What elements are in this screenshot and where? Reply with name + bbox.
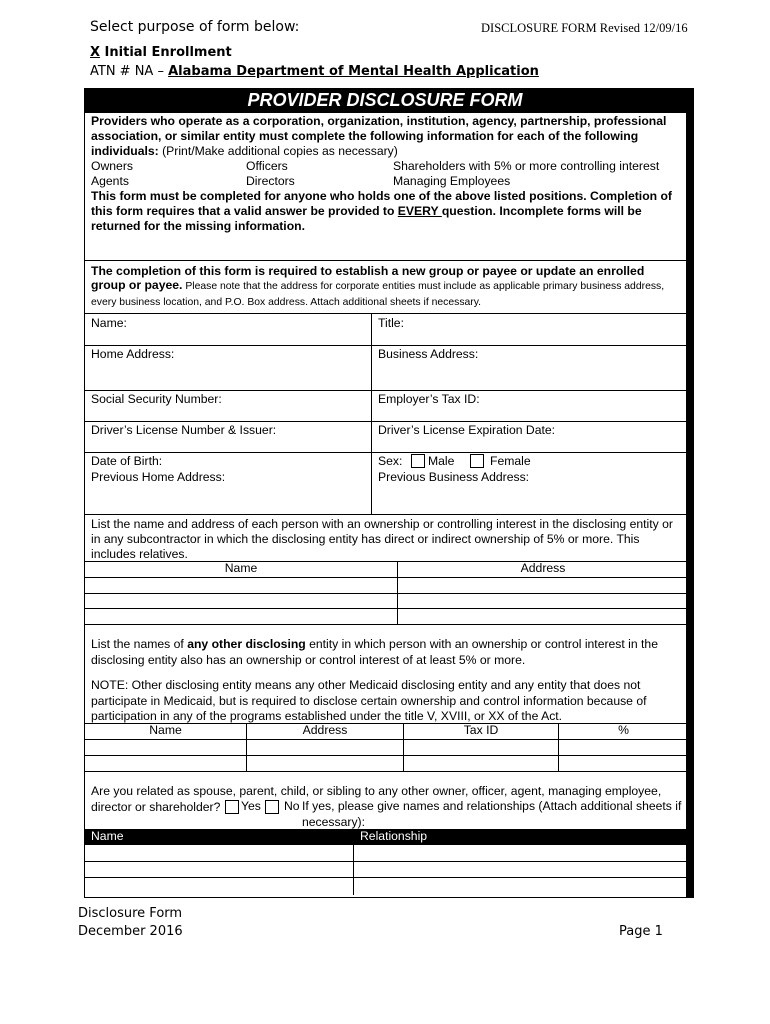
footer-form-name: Disclosure Form xyxy=(78,906,183,921)
every-emphasis: EVERY xyxy=(397,204,442,218)
ownership-instructions: List the name and address of each person with an ownership or controlling interest in the disclosing entity or in any subcontractor in which the disclosing entity has direct or indirect ownership of 5% or more. This includes relatives. xyxy=(91,517,673,561)
other-entity-instructions xyxy=(91,637,683,668)
initial-enrollment-label: Initial Enrollment xyxy=(100,45,232,60)
entity-address-header: Address xyxy=(302,723,348,737)
column-divider xyxy=(353,845,354,895)
ownership-name-header: Name xyxy=(224,561,258,575)
entity-name-header: Name xyxy=(149,723,182,737)
column-divider xyxy=(371,313,372,514)
divider xyxy=(84,624,688,625)
divider xyxy=(84,739,688,740)
divider xyxy=(84,345,688,346)
divider xyxy=(84,861,688,862)
completion-requirement xyxy=(91,189,685,234)
male-checkbox[interactable] xyxy=(411,454,425,468)
revision-label: DISCLOSURE FORM Revised 12/09/16 xyxy=(481,21,688,35)
dl-number-field[interactable]: Driver’s License Number & Issuer: xyxy=(91,423,277,437)
related-instructions: If yes, please give names and relationships (Attach additional sheets if necessary): xyxy=(302,799,682,829)
divider xyxy=(84,421,688,422)
selected-mark: X xyxy=(90,45,101,60)
initial-enrollment xyxy=(90,45,232,60)
role-managing: Managing Employees xyxy=(393,174,511,188)
form-title: PROVIDER DISCLOSURE FORM xyxy=(247,90,523,110)
completion-notice xyxy=(91,264,681,310)
divider xyxy=(84,755,688,756)
divider xyxy=(84,608,688,609)
prev-home-address-field[interactable]: Previous Home Address: xyxy=(91,470,226,484)
completion-note: Please note that the address for corporate entities must include as applicable primary business address, every business location, and P.O. Box address. Attach additional sheets if necessary. xyxy=(91,281,665,308)
business-address-field[interactable]: Business Address: xyxy=(378,347,479,361)
divider xyxy=(84,577,688,578)
other-entity-note: NOTE: Other disclosing entity means any other Medicaid disclosing entity and any entity that does not participate in Medicaid, but is required to disclose certain ownership and control information because of participation in any of the programs established under the title V, XVIII, or XX of the Act. xyxy=(91,678,647,723)
role-agents: Agents xyxy=(91,174,129,188)
no-label: No xyxy=(284,799,300,813)
purpose-label: Select purpose of form below: xyxy=(90,19,300,35)
ownership-address-header: Address xyxy=(520,561,566,575)
divider xyxy=(84,593,688,594)
intro-text xyxy=(91,114,683,159)
intro-note: (Print/Make additional copies as necessary) xyxy=(158,144,398,158)
employer-tax-id-field[interactable]: Employer’s Tax ID: xyxy=(378,392,480,406)
yes-checkbox[interactable] xyxy=(225,800,239,814)
entity-percent-header: % xyxy=(618,723,629,737)
role-shareholders: Shareholders with 5% or more controlling interest xyxy=(393,159,660,173)
dl-expiration-field[interactable]: Driver’s License Expiration Date: xyxy=(378,423,556,437)
form-shadow xyxy=(686,88,694,898)
sex-label: Sex: xyxy=(378,454,403,468)
intro-bold: Providers who operate as a corporation, organization, institution, agency, partnership, professional association, or similar entity must complete the following information for each of the following individuals: xyxy=(91,114,667,158)
other-entity-text: List the names of xyxy=(91,637,188,651)
requirement-text: This form must be completed for anyone who holds one of the above listed positions. Completion of this form requires that a valid answer be provided to xyxy=(91,189,672,218)
page-number: Page 1 xyxy=(619,924,663,939)
divider xyxy=(84,771,688,772)
divider xyxy=(84,877,688,878)
form-title-bar xyxy=(84,88,694,113)
divider xyxy=(84,313,688,314)
prev-business-address-field[interactable]: Previous Business Address: xyxy=(378,470,530,484)
relationship-table-header xyxy=(84,829,688,845)
no-checkbox[interactable] xyxy=(265,800,279,814)
relationship-header: Relationship xyxy=(360,829,428,843)
role-directors: Directors xyxy=(246,174,295,188)
yes-label: Yes xyxy=(241,799,261,813)
relation-name-header: Name xyxy=(91,829,124,843)
other-entity-bold: any other disclosing xyxy=(187,637,306,651)
footer-date: December 2016 xyxy=(78,924,183,939)
entity-taxid-header: Tax ID xyxy=(463,723,499,737)
male-label: Male xyxy=(428,454,455,468)
role-owners: Owners xyxy=(91,159,133,173)
divider xyxy=(84,452,688,453)
title-field[interactable]: Title: xyxy=(378,316,404,330)
name-field[interactable]: Name: xyxy=(91,316,127,330)
dob-field[interactable]: Date of Birth: xyxy=(91,454,163,468)
related-question: Are you related as spouse, parent, child, or sibling to any other owner, officer, agent, managing employee, director or shareholder? xyxy=(91,784,662,814)
home-address-field[interactable]: Home Address: xyxy=(91,347,175,361)
ssn-field[interactable]: Social Security Number: xyxy=(91,392,222,406)
divider xyxy=(84,514,688,515)
female-checkbox[interactable] xyxy=(470,454,484,468)
atn-prefix: ATN # NA – xyxy=(90,64,169,79)
application-name: Alabama Department of Mental Health Application xyxy=(168,64,539,79)
other-entity-text-end: entity in which person with an ownership or control interest in the disclosing entity also has an ownership or control interest of at least 5% or more. xyxy=(91,637,658,667)
female-label: Female xyxy=(490,454,531,468)
divider xyxy=(84,390,688,391)
divider xyxy=(84,260,688,261)
atn-line xyxy=(90,64,539,79)
requirement-text-end: question. Incomplete forms will be returned for the missing information. xyxy=(91,204,642,233)
completion-bold: The completion of this form is required to establish a new group or payee or update an enrolled group or payee. xyxy=(91,264,645,292)
role-officers: Officers xyxy=(246,159,288,173)
